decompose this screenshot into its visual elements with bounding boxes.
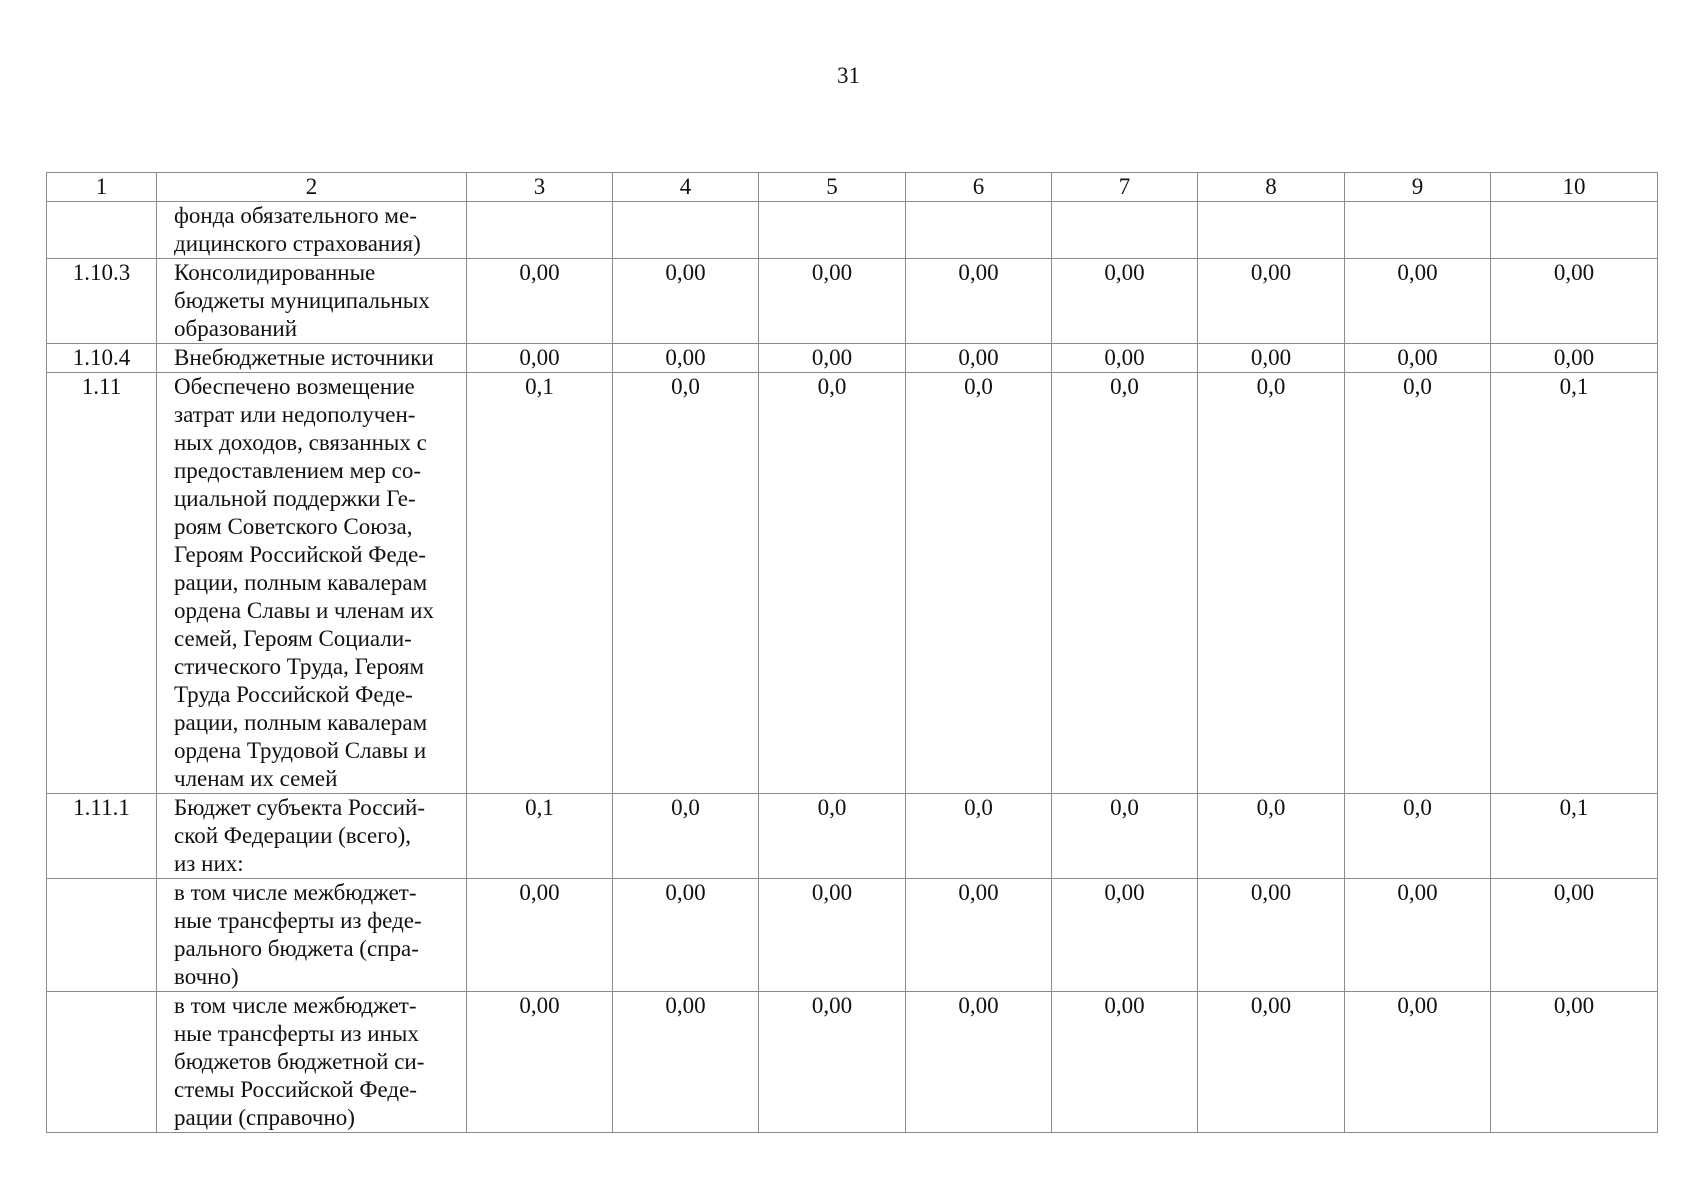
table-row [47, 373, 1658, 794]
value-cell: 0,0 [1198, 794, 1345, 879]
value-cell: 0,00 [1491, 344, 1658, 373]
value-cell: 0,00 [1491, 992, 1658, 1133]
table-row [47, 202, 1658, 259]
value-cell: 0,00 [906, 992, 1052, 1133]
value-cell: 0,00 [1198, 879, 1345, 992]
value-cell: 0,00 [1052, 344, 1198, 373]
value-cell: 0,1 [1491, 373, 1658, 794]
value-cell [613, 202, 759, 259]
value-cell [1052, 202, 1198, 259]
value-cell [1491, 202, 1658, 259]
value-cell: 0,00 [759, 344, 906, 373]
value-cell: 0,00 [1052, 879, 1198, 992]
header-cell: 2 [157, 173, 467, 202]
value-cell: 0,00 [1052, 259, 1198, 344]
value-cell: 0,00 [467, 992, 613, 1133]
value-cell: 0,00 [906, 879, 1052, 992]
value-cell [1345, 202, 1491, 259]
row-code: 1.11 [47, 373, 157, 794]
table-row [47, 344, 1658, 373]
value-cell: 0,00 [467, 879, 613, 992]
header-cell: 4 [613, 173, 759, 202]
table-header-row [47, 173, 1658, 202]
row-code [47, 879, 157, 992]
value-cell: 0,00 [1198, 992, 1345, 1133]
header-cell: 10 [1491, 173, 1658, 202]
value-cell: 0,00 [1345, 992, 1491, 1133]
value-cell: 0,00 [906, 259, 1052, 344]
value-cell: 0,00 [1345, 344, 1491, 373]
page-number: 31 [837, 63, 860, 88]
value-cell: 0,0 [1052, 794, 1198, 879]
value-cell: 0,00 [1345, 879, 1491, 992]
value-cell: 0,00 [1052, 992, 1198, 1133]
value-cell: 0,0 [906, 373, 1052, 794]
header-cell: 7 [1052, 173, 1198, 202]
header-cell: 9 [1345, 173, 1491, 202]
value-cell: 0,1 [1491, 794, 1658, 879]
value-cell: 0,0 [613, 373, 759, 794]
value-cell: 0,0 [906, 794, 1052, 879]
value-cell: 0,0 [759, 794, 906, 879]
table-row [47, 992, 1658, 1133]
row-code [47, 202, 157, 259]
value-cell: 0,00 [613, 879, 759, 992]
row-code: 1.11.1 [47, 794, 157, 879]
value-cell: 0,00 [759, 879, 906, 992]
value-cell: 0,00 [467, 344, 613, 373]
row-code [47, 992, 157, 1133]
header-cell: 5 [759, 173, 906, 202]
value-cell: 0,00 [613, 992, 759, 1133]
value-cell: 0,0 [1345, 794, 1491, 879]
row-description: фонда обязательного ме- дицинского страхования) [157, 202, 467, 259]
table-row [47, 259, 1658, 344]
value-cell [759, 202, 906, 259]
value-cell: 0,1 [467, 794, 613, 879]
table-row [47, 879, 1658, 992]
value-cell: 0,00 [1198, 259, 1345, 344]
value-cell: 0,0 [613, 794, 759, 879]
row-description: Обеспечено возмещение затрат или недополучен- ных доходов, связанных с предоставлением мер со- циальной поддержки Ге- роям Советского Союза, Героям Российской Феде- рации, полным кавалерам ордена Славы и членам их семей, Героям Социали- стического Труда, Героям Труда Российской Феде- рации, полным кавалерам ордена Трудовой Славы и членам их семей [157, 373, 467, 794]
header-cell: 6 [906, 173, 1052, 202]
value-cell: 0,0 [1052, 373, 1198, 794]
value-cell [1198, 202, 1345, 259]
row-description: Внебюджетные источники [157, 344, 467, 373]
value-cell: 0,0 [759, 373, 906, 794]
value-cell: 0,00 [1345, 259, 1491, 344]
header-cell: 8 [1198, 173, 1345, 202]
value-cell: 0,00 [613, 344, 759, 373]
value-cell: 0,0 [1198, 373, 1345, 794]
header-cell: 1 [47, 173, 157, 202]
row-description: Консолидированные бюджеты муниципальных образований [157, 259, 467, 344]
value-cell: 0,00 [906, 344, 1052, 373]
value-cell: 0,00 [1198, 344, 1345, 373]
row-code: 1.10.4 [47, 344, 157, 373]
row-description: Бюджет субъекта Россий- ской Федерации (всего), из них: [157, 794, 467, 879]
budget-table [46, 172, 1658, 1133]
row-description: в том числе межбюджет- ные трансферты из иных бюджетов бюджетной си- стемы Российской Феде- рации (справочно) [157, 992, 467, 1133]
header-cell: 3 [467, 173, 613, 202]
value-cell [467, 202, 613, 259]
row-description: в том числе межбюджет- ные трансферты из феде- рального бюджета (спра- вочно) [157, 879, 467, 992]
value-cell: 0,00 [613, 259, 759, 344]
table-row [47, 794, 1658, 879]
value-cell: 0,00 [467, 259, 613, 344]
value-cell: 0,00 [1491, 259, 1658, 344]
value-cell [906, 202, 1052, 259]
value-cell: 0,00 [759, 992, 906, 1133]
value-cell: 0,00 [759, 259, 906, 344]
value-cell: 0,0 [1345, 373, 1491, 794]
row-code: 1.10.3 [47, 259, 157, 344]
value-cell: 0,00 [1491, 879, 1658, 992]
value-cell: 0,1 [467, 373, 613, 794]
